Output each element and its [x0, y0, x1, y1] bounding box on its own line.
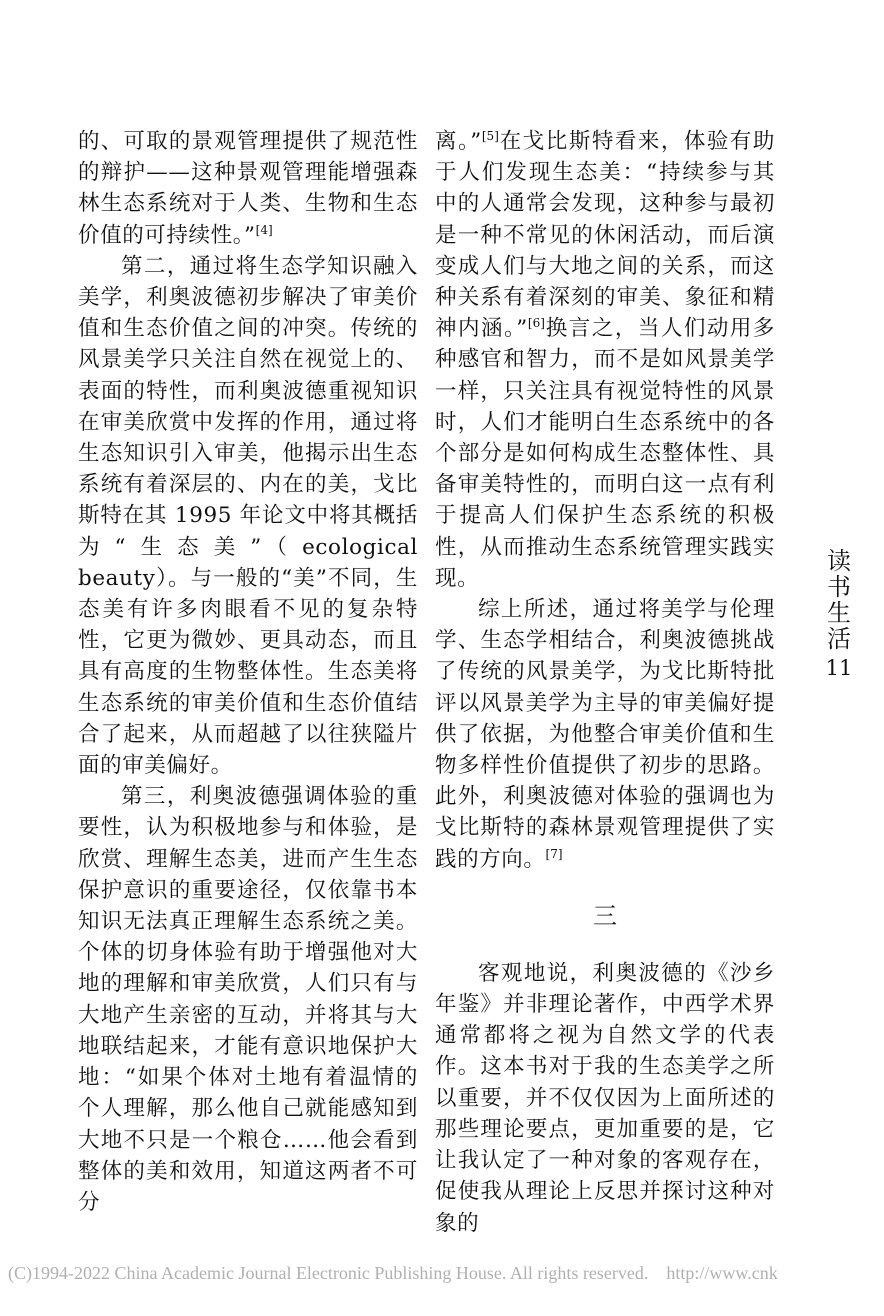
- paragraph-third-point: 第三，利奥波德强调体验的重要性，认为积极地参与和体验，是欣赏、理解生态美，进而产生生态保护意识的重要途径，仅依靠书本知识无法真正理解生态系统之美。个体的切身体验有助于增强他对大地的理解和审美欣赏，人们只有与大地产生亲密的互动，并将其与大地联结起来，才能有意识地保护大地：“如果个体对土地有着温情的个人理解，那么他自己就能感知到大地不只是一个粮仓……他会看到整体的美和效用，知道这两者不可分: [78, 784, 418, 1215]
- right-column: [435, 126, 775, 1239]
- paragraph-section-three: 客观地说，利奥波德的《沙乡年鉴》并非理论著作，中西学术界通常都将之视为自然文学的代表作。这本书对于我的生态美学之所以重要，并不仅仅因为上面所述的那些理论要点，更加重要的是，它让我认定了一种对象的客观存在，促使我从理论上反思并探讨这种对象的: [435, 960, 775, 1236]
- paragraph-summary: [435, 594, 775, 875]
- paragraph-experience: [435, 126, 775, 594]
- footer-url: http://www.cnk: [666, 1263, 778, 1283]
- journal-title-char: 活: [827, 625, 851, 653]
- journal-title-char: 生: [827, 599, 851, 627]
- section-heading: 三: [593, 901, 617, 930]
- left-column: [78, 126, 418, 1218]
- journal-title-char: 书: [827, 573, 851, 601]
- journal-title-vertical: [822, 548, 856, 652]
- paragraph-text: 综上所述，通过将美学与伦理学、生态学相结合，利奥波德挑战了传统的风景美学，为戈比斯特批评以风景美学为主导的审美偏好提供了依据，为他整合审美价值和生物多样性价值提供了初步的思路。此外，利奥波德对体验的强调也为戈比斯特的森林景观管理提供了实践的方向。: [435, 597, 775, 872]
- paragraph-text: 在戈比斯特看来，体验有助于人们发现生态美：“持续参与其中的人通常会发现，这种参与最初是一种不常见的休闲活动，而后演变成人们与大地之间的关系，而这种关系有着深刻的审美、象征和精神内涵。”: [435, 129, 776, 342]
- copyright-footer: [8, 1263, 884, 1284]
- paragraph-second-point: 第二，通过将生态学知识融入美学，利奥波德初步解决了审美价值和生态价值之间的冲突。传统的风景美学只关注自然在视觉上的、表面的特性，而利奥波德重视知识在审美欣赏中发挥的作用，通过将生态知识引入审美，他揭示出生态系统有着深层的、内在的美，戈比斯特在其 1995 年论文中将其概括为“生态美”（ecological beauty）。与一般的“美”不同，生态美有许多肉眼看不见的复杂特性，它更为微妙、更具动态，而且具有高度的生物整体性。生态美将生态系统的审美价值和生态价值结合了起来，从而超越了以往狭隘片面的审美偏好。: [78, 253, 418, 779]
- citation-ref: [5]: [481, 129, 499, 143]
- paragraph-continued: [78, 126, 418, 251]
- citation-ref: [7]: [545, 846, 563, 861]
- journal-title-char: 读: [827, 547, 851, 575]
- paragraph-text: 离。”: [435, 129, 482, 154]
- paragraph-text: 的、可取的景观管理提供了规范性的辩护——这种景观管理能增强森林生态系统对于人类、生物和生态价值的可持续性。”: [78, 129, 418, 248]
- citation-ref: [6]: [527, 316, 545, 331]
- paragraph-text: 换言之，当人们动用多种感官和智力，而不是如风景美学一样，只关注具有视觉特性的风景时，人们才能明白生态系统中的各个部分是如何构成生态整体性、具备审美特性的，而明白这一点有利于提高人们保护生态系统的积极性，从而推动生态系统管理实践实现。: [435, 316, 775, 591]
- page-number: 11: [825, 656, 853, 680]
- citation-ref: [4]: [255, 222, 273, 237]
- copyright-notice: (C)1994-2022 China Academic Journal Electronic Publishing House. All rights reserved.: [8, 1263, 649, 1283]
